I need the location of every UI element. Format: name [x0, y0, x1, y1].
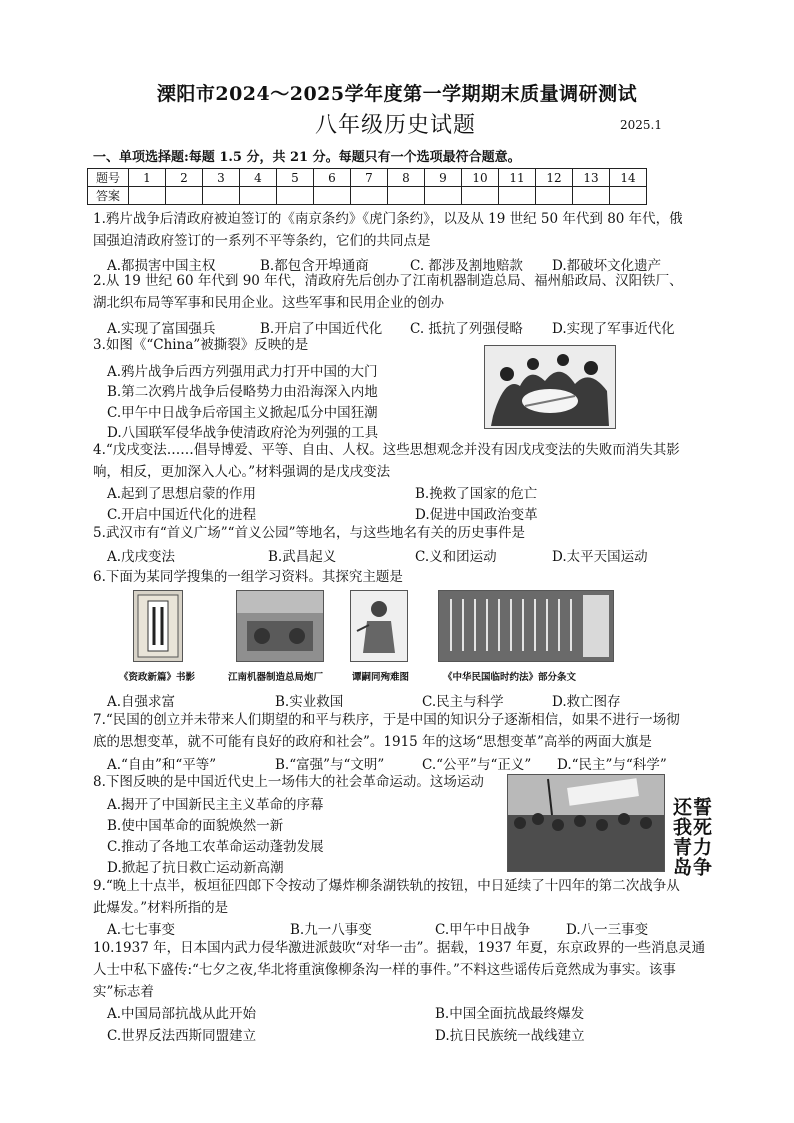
question-7-option-b[interactable]: B.“富强”与“文明”: [275, 757, 385, 773]
question-9-option-d[interactable]: D.八一三事变: [566, 922, 649, 938]
question-2-line-2: 湖北织布局等军事和民用企业。这些军事和民用企业的创办: [93, 295, 444, 311]
answer-cell[interactable]: [240, 187, 277, 205]
tan-sitong-martyrdom-image: [350, 590, 408, 662]
question-1-line-2: 国强迫清政府签订的一系列不平等条约，它们的共同点是: [93, 233, 431, 249]
question-8-option-a[interactable]: A.揭开了中国新民主主义革命的序幕: [107, 797, 324, 813]
question-9-line-1: 9.“晚上十点半，板垣征四郎下令按动了爆炸柳条湖铁轨的按钮，中日延续了十四年的第二次战争从: [93, 878, 680, 894]
answer-cell[interactable]: [536, 187, 573, 205]
question-10-line-3: 实”标志着: [93, 984, 154, 1000]
table-cell-label: 题号: [88, 169, 129, 187]
table-cell: 1: [129, 169, 166, 187]
question-8-option-b[interactable]: B.使中国革命的面貌焕然一新: [107, 818, 284, 834]
figure-caption-2: 江南机器制造总局炮厂: [228, 672, 324, 683]
question-7-line-1: 7.“民国的创立并未带来人们期望的和平与秩序，于是中国的知识分子逐渐相信，如果不进行一场彻: [93, 712, 680, 728]
jiangnan-arsenal-photo: [236, 590, 324, 662]
answer-cell[interactable]: [203, 187, 240, 205]
table-cell: 8: [388, 169, 425, 187]
question-7-option-a[interactable]: A.“自由”和“平等”: [107, 757, 217, 773]
answer-cell[interactable]: [388, 187, 425, 205]
figure-caption-1: 《资政新篇》书影: [119, 672, 196, 683]
answer-cell[interactable]: [462, 187, 499, 205]
table-cell: 6: [314, 169, 351, 187]
table-cell: 13: [573, 169, 610, 187]
protest-crowd-illustration: [508, 775, 664, 871]
constitution-text-illustration: [439, 591, 613, 661]
question-6-option-a[interactable]: A.自强求富: [107, 694, 176, 710]
table-cell: 7: [351, 169, 388, 187]
cartoon-illustration: [485, 346, 615, 428]
question-9-option-b[interactable]: B.九一八事变: [290, 922, 372, 938]
question-5-option-c[interactable]: C.义和团运动: [415, 549, 497, 565]
answer-cell[interactable]: [314, 187, 351, 205]
answer-cell[interactable]: [351, 187, 388, 205]
question-2-line-1: 2.从 19 世纪 60 年代到 90 年代，清政府先后创办了江南机器制造总局、福州船政局、汉阳铁厂、: [93, 273, 683, 289]
question-10-option-b[interactable]: B.中国全面抗战最终爆发: [435, 1006, 585, 1022]
question-4-line-2: 响，相反，更加深入人心。”材料强调的是戊戌变法: [93, 464, 391, 480]
question-5-option-a[interactable]: A.戊戌变法: [107, 549, 176, 565]
question-3-line-1: 3.如图《“China”被撕裂》反映的是: [93, 337, 309, 353]
question-1-option-a[interactable]: A.都损害中国主权: [107, 258, 216, 274]
question-2-option-a[interactable]: A.实现了富国强兵: [107, 321, 216, 337]
question-7-option-d[interactable]: D.“民主”与“科学”: [557, 757, 667, 773]
table-cell: 5: [277, 169, 314, 187]
exam-title: 溧阳市2024～2025学年度第一学期期末质量调研测试: [156, 83, 638, 105]
question-1-option-c[interactable]: C. 都涉及割地赔款: [410, 258, 523, 274]
question-1-option-d[interactable]: D.都破坏文化遗产: [552, 258, 662, 274]
answer-cell[interactable]: [166, 187, 203, 205]
question-5-line-1: 5.武汉市有“首义广场”“首义公园”等地名，与这些地名有关的历史事件是: [93, 525, 525, 541]
answer-table: [87, 168, 647, 205]
question-10-option-a[interactable]: A.中国局部抗战从此开始: [107, 1006, 257, 1022]
question-4-option-d[interactable]: D.促进中国政治变革: [415, 507, 538, 523]
banner-text-left: 还我青岛: [670, 797, 692, 877]
answer-cell[interactable]: [277, 187, 314, 205]
question-2-option-d[interactable]: D.实现了军事近代化: [552, 321, 675, 337]
table-cell: 9: [425, 169, 462, 187]
figure-caption-3: 谭嗣同殉难图: [352, 672, 410, 683]
answer-cell[interactable]: [425, 187, 462, 205]
question-3-option-c[interactable]: C.甲午中日战争后帝国主义掀起瓜分中国狂潮: [107, 405, 378, 421]
factory-photo-illustration: [237, 591, 323, 661]
answer-cell[interactable]: [610, 187, 647, 205]
answer-table-answer-row: [88, 187, 647, 205]
question-8-line-1: 8.下图反映的是中国近代史上一场伟大的社会革命运动。这场运动: [93, 774, 484, 790]
china-torn-cartoon-image: [484, 345, 616, 429]
question-4-line-1: 4.“戊戌变法……倡导博爱、平等、自由、人权。这些思想观念并没有因戊戌变法的失败而消失其影: [93, 442, 680, 458]
question-10-option-d[interactable]: D.抗日民族统一战线建立: [435, 1028, 585, 1044]
banner-text-right: 誓死力争: [690, 797, 712, 877]
question-1-line-1: 1.鸦片战争后清政府被迫签订的《南京条约》《虎门条约》，以及从 19 世纪 50 年代到 80 年代，俄: [93, 211, 683, 227]
question-9-line-2: 此爆发。”材料所指的是: [93, 900, 229, 916]
question-5-option-d[interactable]: D.太平天国运动: [552, 549, 648, 565]
question-6-line-1: 6.下面为某同学搜集的一组学习资料。其探究主题是: [93, 569, 403, 585]
martyrdom-illustration: [351, 591, 407, 661]
question-2-option-c[interactable]: C. 抵抗了列强侵略: [410, 321, 523, 337]
zizheng-xinpian-book-image: [133, 590, 183, 662]
question-5-option-b[interactable]: B.武昌起义: [268, 549, 337, 565]
table-cell: 11: [499, 169, 536, 187]
question-6-option-b[interactable]: B.实业救国: [275, 694, 344, 710]
question-3-option-a[interactable]: A.鸦片战争后西方列强用武力打开中国的大门: [107, 364, 378, 380]
question-6-option-d[interactable]: D.救亡图存: [552, 694, 621, 710]
table-cell: 4: [240, 169, 277, 187]
question-3-option-b[interactable]: B.第二次鸦片战争后侵略势力由沿海深入内地: [107, 384, 378, 400]
answer-table-number-row: [88, 169, 647, 187]
question-9-option-a[interactable]: A.七七事变: [107, 922, 176, 938]
answer-cell[interactable]: [499, 187, 536, 205]
question-8-option-c[interactable]: C.推动了各地工农革命运动蓬勃发展: [107, 839, 324, 855]
question-3-option-d[interactable]: D.八国联军侵华战争使清政府沦为列强的工具: [107, 425, 379, 441]
question-2-option-b[interactable]: B.开启了中国近代化: [260, 321, 383, 337]
table-cell: 3: [203, 169, 240, 187]
exam-subtitle: 八年级历史试题: [315, 113, 477, 138]
question-7-line-2: 底的思想变革，就不可能有良好的政府和社会”。1915 年的这场“思想变革”高举的两面大旗是: [93, 734, 652, 750]
question-1-option-b[interactable]: B.都包含开埠通商: [260, 258, 369, 274]
question-9-option-c[interactable]: C.甲午中日战争: [435, 922, 531, 938]
table-cell-label: 答案: [88, 187, 129, 205]
section-heading: 一、单项选择题:每题 1.5 分，共 21 分。每题只有一个选项最符合题意。: [93, 150, 521, 165]
question-10-line-2: 人士中私下盛传:“七夕之夜,华北将重演像柳条沟一样的事件。”不料这些谣传后竟然成为事实。该事: [93, 962, 676, 978]
question-10-line-1: 10.1937 年，日本国内武力侵华激进派鼓吹“对华一击”。据载，1937 年夏，东京政界的一些消息灵通: [93, 940, 706, 956]
question-4-option-b[interactable]: B.挽救了国家的危亡: [415, 486, 538, 502]
table-cell: 14: [610, 169, 647, 187]
question-4-option-a[interactable]: A.起到了思想启蒙的作用: [107, 486, 257, 502]
answer-cell[interactable]: [573, 187, 610, 205]
answer-cell[interactable]: [129, 187, 166, 205]
question-7-option-c[interactable]: C.“公平”与“正义”: [422, 757, 532, 773]
may-fourth-protest-photo: [507, 774, 665, 872]
table-cell: 10: [462, 169, 499, 187]
question-6-option-c[interactable]: C.民主与科学: [422, 694, 504, 710]
table-cell: 12: [536, 169, 573, 187]
figure-caption-4: 《中华民国临时约法》部分条文: [443, 672, 577, 683]
book-cover-illustration: [134, 591, 182, 661]
table-cell: 2: [166, 169, 203, 187]
question-8-option-d[interactable]: D.掀起了抗日救亡运动新高潮: [107, 860, 284, 876]
question-4-option-c[interactable]: C.开启中国近代化的进程: [107, 507, 257, 523]
exam-date: 2025.1: [620, 118, 662, 132]
question-10-option-c[interactable]: C.世界反法西斯同盟建立: [107, 1028, 257, 1044]
provisional-constitution-image: [438, 590, 614, 662]
